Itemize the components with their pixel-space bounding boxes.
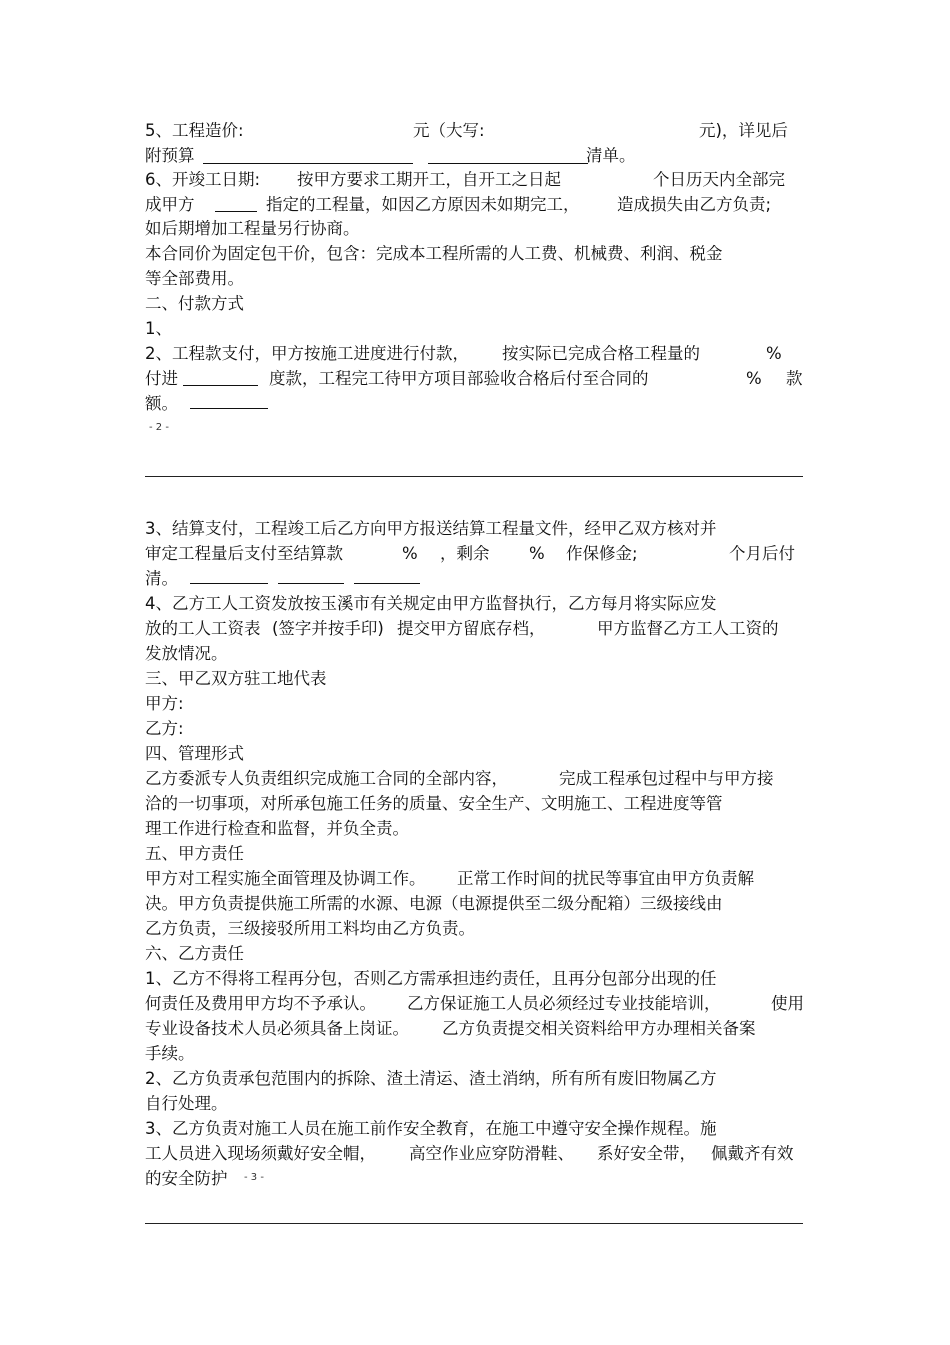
blank-line[interactable] — [354, 583, 420, 584]
text-line: 决。甲方负责提供施工所需的水源、电源（电源提供至二级分配箱）三级接线由 — [145, 894, 723, 913]
text: 甲方对工程实施全面管理及协调工作。 — [145, 869, 426, 888]
text: 元（大写: — [413, 121, 485, 140]
blank-line[interactable] — [190, 408, 268, 409]
text-line: 乙方: — [145, 719, 184, 738]
section-heading: 四、管理形式 — [145, 744, 244, 763]
text: 2、工程款支付，甲方按施工进度进行付款， — [145, 344, 469, 363]
text: 个日历天内全部完 — [653, 170, 785, 189]
text: (签字并按手印) — [272, 619, 384, 638]
text-line: 洽的一切事项，对所承包施工任务的质量、安全生产、文明施工、工程进度等管 — [145, 794, 723, 813]
blank-line[interactable] — [190, 583, 268, 584]
text-line: 3、乙方负责对施工人员在施工前作安全教育，在施工中遵守安全操作规程。施 — [145, 1119, 717, 1138]
text-line: 发放情况。 — [145, 644, 228, 663]
text: 指定的工程量，如因乙方原因未如期完工， — [266, 195, 580, 214]
text: 作保修金; — [566, 544, 638, 563]
blank-line[interactable] — [203, 163, 413, 164]
text: % — [402, 544, 418, 563]
text: 款 — [786, 369, 803, 388]
text: 系好安全带， — [597, 1144, 696, 1163]
text: % — [746, 369, 762, 388]
text: 元)，详见后 — [699, 121, 788, 140]
text-line: 乙方负责，三级接驳所用工料均由乙方负责。 — [145, 919, 475, 938]
text: 度款，工程完工待甲方项目部验收合格后付至合同的 — [269, 369, 649, 388]
text-line: 3、结算支付，工程竣工后乙方向甲方报送结算工程量文件，经甲乙双方核对并 — [145, 519, 717, 538]
text: 甲方监督乙方工人工资的 — [597, 619, 779, 638]
page-divider — [145, 1223, 803, 1224]
text-line: 甲方: — [145, 694, 184, 713]
text-line: 等全部费用。 — [145, 269, 244, 288]
text: 佩戴齐有效 — [711, 1144, 794, 1163]
text: 审定工程量后支付至结算款 — [145, 544, 343, 563]
blank-line[interactable] — [215, 211, 257, 212]
text: 完成工程承包过程中与甲方接 — [559, 769, 774, 788]
text: ，剩余 — [440, 544, 490, 563]
section-heading: 二、付款方式 — [145, 294, 244, 313]
text-line: 本合同价为固定包干价，包含：完成本工程所需的人工费、机械费、利润、税金 — [145, 244, 723, 263]
section-heading: 三、甲乙双方驻工地代表 — [145, 669, 327, 688]
text: % — [766, 344, 782, 363]
text-line: 额。 — [145, 394, 178, 413]
text: % — [529, 544, 545, 563]
section-heading: 五、甲方责任 — [145, 844, 244, 863]
text-line: 的安全防护 — [145, 1169, 228, 1188]
text: 使用 — [771, 994, 804, 1013]
text-line: 2、乙方负责承包范围内的拆除、渣土清运、渣土消纳，所有所有废旧物属乙方 — [145, 1069, 717, 1088]
text-line: 理工作进行检查和监督，并负全责。 — [145, 819, 409, 838]
page-number: - 3 - — [244, 1172, 264, 1183]
text: 付进 — [145, 369, 178, 388]
text: 乙方保证施工人员必须经过专业技能培训， — [407, 994, 721, 1013]
text: 放的工人工资表 — [145, 619, 261, 638]
text: 工人员进入现场须戴好安全帽， — [145, 1144, 376, 1163]
text-line: 1、乙方不得将工程再分包，否则乙方需承担违约责任，且再分包部分出现的任 — [145, 969, 717, 988]
text: 高空作业应穿防滑鞋、 — [409, 1144, 574, 1163]
text: 5、工程造价: — [145, 121, 244, 140]
page-divider — [145, 476, 803, 477]
text-line: 4、乙方工人工资发放按玉溪市有关规定由甲方监督执行，乙方每月将实际应发 — [145, 594, 717, 613]
text: 个月后付 — [729, 544, 795, 563]
text: 提交甲方留底存档， — [397, 619, 546, 638]
text-line: 1、 — [145, 319, 172, 338]
text: 成甲方 — [145, 195, 195, 214]
text: 6、开竣工日期: — [145, 170, 261, 189]
text: 正常工作时间的扰民等事宜由甲方负责解 — [457, 869, 754, 888]
text: 按甲方要求工期开工，自开工之日起 — [297, 170, 561, 189]
text: 清单。 — [586, 146, 636, 165]
text: 何责任及费用甲方均不予承认。 — [145, 994, 376, 1013]
text: 造成损失由乙方负责; — [617, 195, 772, 214]
blank-line[interactable] — [183, 385, 258, 386]
text-line: 手续。 — [145, 1044, 195, 1063]
text: 专业设备技术人员必须具备上岗证。 — [145, 1019, 409, 1038]
blank-line[interactable] — [428, 163, 588, 164]
text: 乙方负责提交相关资料给甲方办理相关备案 — [442, 1019, 756, 1038]
text: 附预算 — [145, 146, 195, 165]
text: 乙方委派专人负责组织完成施工合同的全部内容， — [145, 769, 508, 788]
text-line: 如后期增加工程量另行协商。 — [145, 219, 360, 238]
text: 按实际已完成合格工程量的 — [502, 344, 700, 363]
section-heading: 六、乙方责任 — [145, 944, 244, 963]
text-line: 清。 — [145, 569, 178, 588]
page-number: - 2 - — [149, 422, 169, 433]
text-line: 自行处理。 — [145, 1094, 228, 1113]
blank-line[interactable] — [278, 583, 344, 584]
